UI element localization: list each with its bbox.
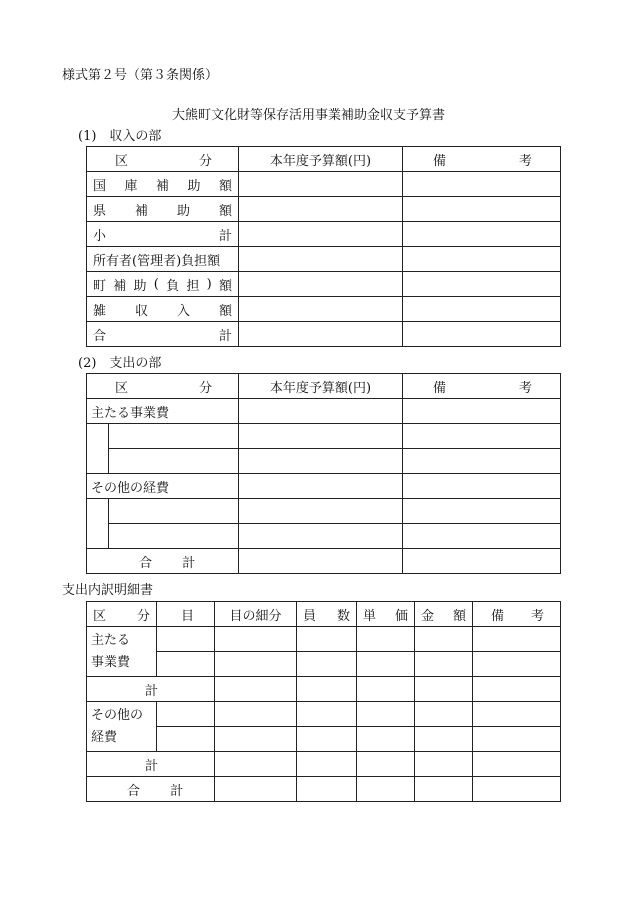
breakdown-cell[interactable] [157,702,215,727]
breakdown-cell[interactable] [473,702,561,727]
expense-header-row [87,374,561,399]
expense-item-cell[interactable] [109,449,239,474]
breakdown-cell[interactable] [215,677,297,702]
breakdown-cell[interactable] [157,727,215,752]
income-budget-cell[interactable] [239,222,403,247]
expense-row-main-cost [87,399,561,424]
header-char: 額 [452,608,466,624]
label-char: 計 [170,783,184,799]
header-char: 区 [115,153,129,169]
breakdown-cell[interactable] [215,702,297,727]
breakdown-cell[interactable] [357,777,415,802]
expense-budget-cell[interactable] [239,474,403,499]
breakdown-subtotal-label: 計 [87,677,215,702]
breakdown-header-unit-price [357,602,415,627]
label-line: 経費 [91,729,118,745]
income-budget-cell[interactable] [239,322,403,347]
breakdown-row-total [87,777,561,802]
header-char: 考 [518,380,532,396]
income-row-prefecture [87,197,561,222]
form-number: 様式第２号（第３条関係） [62,68,219,83]
breakdown-cell[interactable] [473,777,561,802]
income-budget-cell[interactable] [239,272,403,297]
breakdown-section-label: 支出内訳明細書 [62,583,154,598]
label-char: ( [153,276,159,292]
breakdown-total-label [87,777,215,802]
income-remarks-cell[interactable] [403,272,561,297]
breakdown-cell[interactable] [297,727,357,752]
income-label [87,197,239,222]
income-label [87,247,239,272]
breakdown-header-remarks [473,602,561,627]
header-char: 数 [336,608,350,624]
label-char: 額 [218,178,232,194]
breakdown-row-other [87,727,561,752]
label-line: 主たる [91,632,131,648]
breakdown-cell[interactable] [415,702,473,727]
expense-row-main-item [87,424,561,449]
expense-item-cell[interactable] [109,499,239,524]
breakdown-cell[interactable] [357,652,415,677]
breakdown-cell[interactable] [215,627,297,652]
breakdown-cell[interactable] [215,752,297,777]
breakdown-cell[interactable] [473,677,561,702]
label-char: 雑 [93,303,107,319]
label-char: 担 [186,278,200,294]
income-remarks-cell[interactable] [403,297,561,322]
label-line: 事業費 [91,654,131,670]
header-char: 員 [303,608,317,624]
income-row-national [87,172,561,197]
breakdown-table [86,601,561,802]
label-char: 町 [93,278,107,294]
label-char: ) [206,276,212,292]
expense-row-other-item [87,524,561,549]
expense-remarks-cell[interactable] [403,399,561,424]
breakdown-cell[interactable] [415,777,473,802]
breakdown-cell[interactable] [357,727,415,752]
income-row-misc [87,297,561,322]
breakdown-cell[interactable] [415,652,473,677]
income-row-owner [87,247,561,272]
label-char: 助 [133,278,147,294]
label-text: 所有者(管理者)負担額 [93,253,221,269]
header-char: 分 [198,153,212,169]
expense-remarks-cell[interactable] [403,474,561,499]
expense-remarks-cell[interactable] [403,524,561,549]
income-row-town [87,272,561,297]
breakdown-cell[interactable] [473,652,561,677]
header-char: 備 [433,153,447,169]
income-header-remarks [403,147,561,172]
label-char: 助 [176,203,190,219]
income-header-category [87,147,239,172]
income-label [87,322,239,347]
income-label [87,297,239,322]
breakdown-cell[interactable] [415,627,473,652]
breakdown-row-main-subtotal [87,677,561,702]
income-remarks-cell[interactable] [403,222,561,247]
expense-other-cost-label: その他の経費 [87,474,239,499]
income-remarks-cell[interactable] [403,197,561,222]
label-char: 額 [218,303,232,319]
breakdown-header-amount [415,602,473,627]
breakdown-cell[interactable] [357,677,415,702]
label-char: 合 [139,555,153,571]
expense-remarks-cell[interactable] [403,549,561,574]
breakdown-cell[interactable] [157,627,215,652]
income-budget-cell[interactable] [239,297,403,322]
expense-budget-cell[interactable] [239,399,403,424]
label-char: 額 [218,278,232,294]
income-header-budget: 本年度予算額(円) [239,147,403,172]
header-char: 単 [363,608,377,624]
income-label [87,272,239,297]
breakdown-main-cost-label [87,627,157,677]
breakdown-subtotal-label: 計 [87,752,215,777]
label-char: 国 [93,178,107,194]
expense-budget-cell[interactable] [239,499,403,524]
breakdown-cell[interactable] [297,777,357,802]
breakdown-cell[interactable] [473,727,561,752]
expense-total-label [87,549,239,574]
expense-budget-cell[interactable] [239,449,403,474]
header-char: 価 [394,608,408,624]
expense-header-category [87,374,239,399]
income-remarks-cell[interactable] [403,172,561,197]
label-char: 合 [127,783,141,799]
breakdown-cell[interactable] [215,727,297,752]
breakdown-header-row [87,602,561,627]
label-char: 合 [93,328,107,344]
label-char: 庫 [124,178,138,194]
income-row-total [87,322,561,347]
expense-row-main-item [87,449,561,474]
breakdown-header-category [87,602,157,627]
income-budget-cell[interactable] [239,172,403,197]
breakdown-cell[interactable] [215,777,297,802]
header-char: 備 [491,608,505,624]
label-char: 小 [93,228,107,244]
expense-remarks-cell[interactable] [403,499,561,524]
expense-item-cell[interactable] [109,524,239,549]
expense-row-total [87,549,561,574]
expense-row-other-cost [87,474,561,499]
expense-budget-cell[interactable] [239,524,403,549]
label-char: 入 [176,303,190,319]
expense-indent-cell [87,499,109,549]
breakdown-cell[interactable] [357,702,415,727]
breakdown-header-item: 目 [157,602,215,627]
header-char: 分 [198,380,212,396]
expense-budget-cell[interactable] [239,424,403,449]
breakdown-other-cost-label [87,702,157,752]
income-row-subtotal [87,222,561,247]
header-char: 考 [518,153,532,169]
document-title: 大熊町文化財等保存活用事業補助金収支予算書 [172,108,446,123]
header-char: 区 [93,608,107,624]
label-char: 補 [113,278,127,294]
breakdown-cell[interactable] [473,752,561,777]
breakdown-row-other [87,702,561,727]
header-char: 金 [421,608,435,624]
expense-section-label: (2) 支出の部 [78,356,162,371]
expense-budget-cell[interactable] [239,549,403,574]
expense-header-budget: 本年度予算額(円) [239,374,403,399]
breakdown-cell[interactable] [297,652,357,677]
breakdown-cell[interactable] [297,677,357,702]
breakdown-row-other-subtotal [87,752,561,777]
income-remarks-cell[interactable] [403,322,561,347]
breakdown-row-main [87,627,561,652]
breakdown-cell[interactable] [415,727,473,752]
expense-header-remarks [403,374,561,399]
income-budget-cell[interactable] [239,247,403,272]
income-remarks-cell[interactable] [403,247,561,272]
label-char: 負 [166,278,180,294]
expense-main-cost-label: 主たる事業費 [87,399,239,424]
expense-remarks-cell[interactable] [403,424,561,449]
breakdown-cell[interactable] [415,677,473,702]
label-char: 補 [134,203,148,219]
breakdown-cell[interactable] [473,627,561,652]
label-char: 補 [155,178,169,194]
label-char: 計 [182,555,196,571]
expense-remarks-cell[interactable] [403,449,561,474]
breakdown-cell[interactable] [297,752,357,777]
income-section-label: (1) 収入の部 [78,129,162,144]
header-char: 備 [433,380,447,396]
breakdown-cell[interactable] [297,702,357,727]
income-table [86,146,561,347]
header-char: 区 [115,380,129,396]
label-char: 県 [93,203,107,219]
label-char: 計 [218,228,232,244]
header-char: 分 [136,608,150,624]
label-char: 収 [134,303,148,319]
breakdown-row-main [87,652,561,677]
income-label [87,172,239,197]
income-label [87,222,239,247]
breakdown-cell[interactable] [357,752,415,777]
income-header-row [87,147,561,172]
expense-item-cell[interactable] [109,424,239,449]
expense-table [86,373,561,574]
breakdown-cell[interactable] [297,627,357,652]
label-char: 計 [218,328,232,344]
breakdown-cell[interactable] [415,752,473,777]
breakdown-header-item-detail: 目の細分 [215,602,297,627]
breakdown-cell[interactable] [157,652,215,677]
expense-indent-cell [87,424,109,474]
breakdown-cell[interactable] [357,627,415,652]
breakdown-header-count [297,602,357,627]
header-char: 考 [530,608,544,624]
breakdown-cell[interactable] [215,652,297,677]
expense-row-other-item [87,499,561,524]
income-budget-cell[interactable] [239,197,403,222]
label-line: その他の [91,707,144,723]
label-char: 助 [187,178,201,194]
label-char: 額 [218,203,232,219]
